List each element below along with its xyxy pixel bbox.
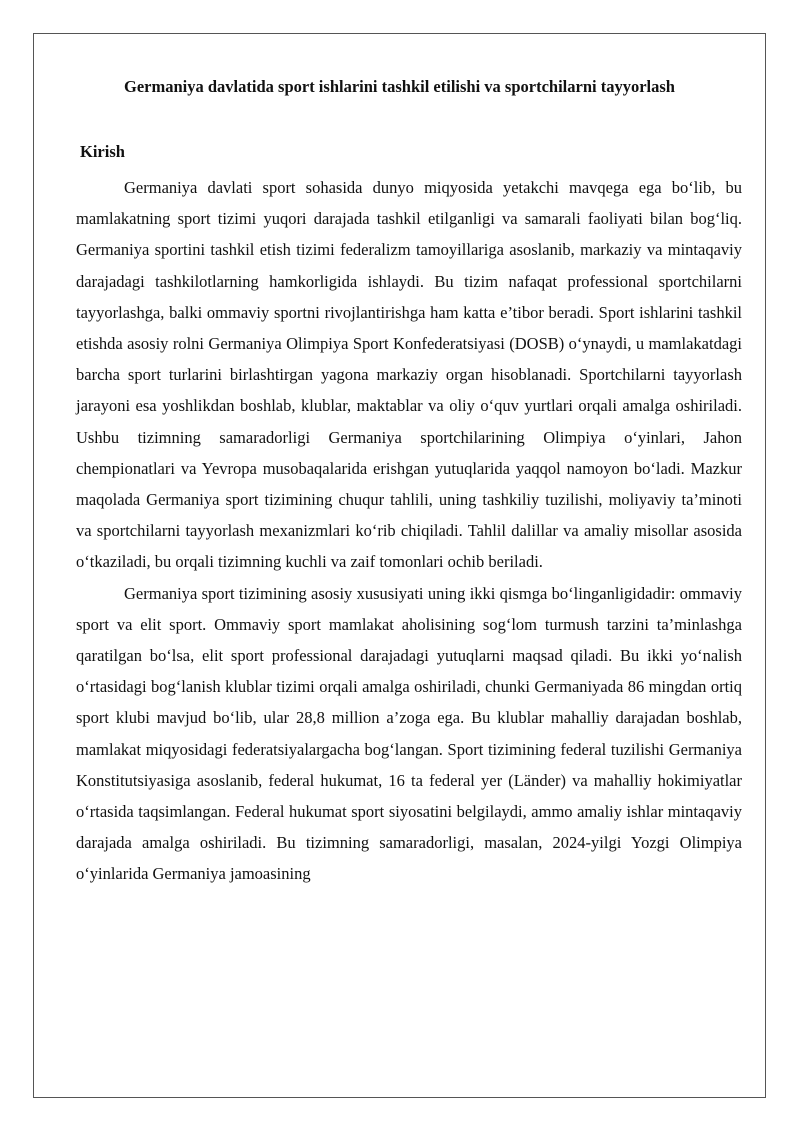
paragraph-2: Germaniya sport tizimining asosiy xususiyati uning ikki qismga bo‘linganligidadir: ommaviy sport va elit sport. Ommaviy sport mamlakat aholisining sog‘lom turmush tarzini ta’minlashga qaratilgan bo‘lsa, elit sport professional darajadagi yutuqlarni maqsad qiladi. Bu ikki yo‘nalish o‘rtasidagi bog‘lanish klublar tizimi orqali amalga oshiriladi, chunki Germaniyada 86 mingdan ortiq sport klubi mavjud bo‘lib, ular 28,8 million a’zoga ega. Bu klublar mahalliy darajadan boshlab, mamlakat miqyosidagi federatsiyalargacha bog‘langan. Sport tizimining federal tuzilishi Germaniya Konstitutsiyasiga asoslanib, federal hukumat, 16 ta federal yer (Länder) va mahalliy hokimiyatlar o‘rtasida taqsimlangan. Federal hukumat sport siyosatini belgilaydi, ammo amaliy ishlar mintaqaviy darajada amalga oshiriladi. Bu tizimning samaradorligi, masalan, 2024-yilgi Yozgi Olimpiya o‘yinlarida Germaniya jamoasining — [76, 583, 742, 884]
body-text — [76, 172, 742, 890]
section-heading-kirish: Kirish — [80, 142, 125, 161]
document-title: Germaniya davlatida sport ishlarini tashkil etilishi va sportchilarni tayyorlash — [124, 77, 675, 96]
paragraph-1: Germaniya davlati sport sohasida dunyo miqyosida yetakchi mavqega ega bo‘lib, bu mamlakatning sport tizimi yuqori darajada tashkil etilganligi va samarali faoliyati bilan bog‘liq. Germaniya sportini tashkil etish tizimi federalizm tamoyillariga asoslanib, markaziy va mintaqaviy darajadagi tashkilotlarning hamkorligida ishlaydi. Bu tizim nafaqat professional sportchilarni tayyorlashga, balki ommaviy sportni rivojlantirishga ham katta e’tibor beradi. Sport ishlarini tashkil etishda asosiy rolni Germaniya Olimpiya Sport Konfederatsiyasi (DOSB) o‘ynaydi, u mamlakatdagi barcha sport turlarini birlashtirgan yagona markaziy organ hisoblanadi. Sportchilarni tayyorlash jarayoni esa yoshlikdan boshlab, klublar, maktablar va oliy o‘quv yurtlari orqali amalga oshiriladi. Ushbu tizimning samaradorligi Germaniya sportchilarining Olimpiya o‘yinlari, Jahon chempionatlari va Yevropa musobaqalarida erishgan yutuqlarida yaqqol namoyon bo‘ladi. Mazkur maqolada Germaniya sport tizimining chuqur tahlili, uning tashkiliy tuzilishi, moliyaviy ta’minoti va sportchilarni tayyorlash mexanizmlari ko‘rib chiqiladi. Tahlil dalillar va amaliy misollar asosida o‘tkaziladi, bu orqali tizimning kuchli va zaif tomonlari ochib beriladi. — [76, 178, 742, 572]
